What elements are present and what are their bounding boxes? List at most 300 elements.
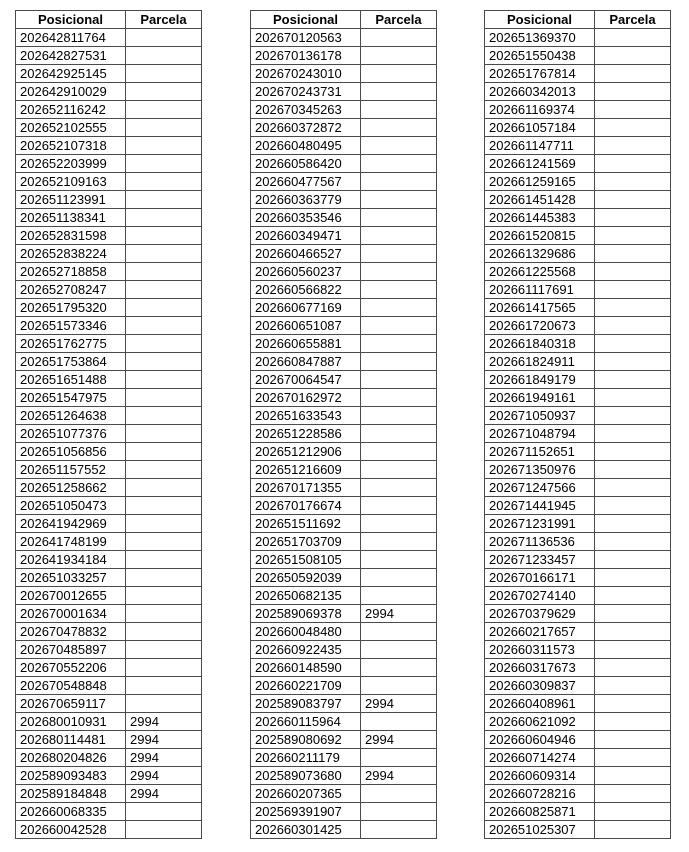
posicional-cell: 202660466527: [251, 245, 361, 263]
posicional-cell: 202589083797: [251, 695, 361, 713]
parcela-cell: [595, 497, 671, 515]
posicional-table-2: [250, 10, 437, 839]
table-body: [251, 29, 437, 839]
posicional-cell: 202651753864: [16, 353, 126, 371]
posicional-table-1: [15, 10, 202, 839]
posicional-cell: 202670243010: [251, 65, 361, 83]
table-row: [485, 551, 671, 569]
posicional-cell: 202660604946: [485, 731, 595, 749]
table-row: [16, 443, 202, 461]
parcela-cell: [361, 83, 437, 101]
posicional-cell: 202661445383: [485, 209, 595, 227]
posicional-cell: 202641942969: [16, 515, 126, 533]
table-row: [251, 821, 437, 839]
posicional-cell: 202660042528: [16, 821, 126, 839]
parcela-cell: [361, 479, 437, 497]
table-row: [251, 227, 437, 245]
table-row: [485, 299, 671, 317]
parcela-cell: [595, 659, 671, 677]
table-row: [16, 299, 202, 317]
table-row: [485, 749, 671, 767]
parcela-cell: [595, 623, 671, 641]
posicional-cell: 202660353546: [251, 209, 361, 227]
table-row: [251, 659, 437, 677]
parcela-cell: [595, 569, 671, 587]
parcela-cell: [595, 587, 671, 605]
column-header-posicional: Posicional: [251, 11, 361, 29]
table-row: [251, 335, 437, 353]
table-row: [485, 389, 671, 407]
table-row: [16, 155, 202, 173]
parcela-cell: [361, 641, 437, 659]
parcela-cell: [595, 767, 671, 785]
posicional-cell: 202642925145: [16, 65, 126, 83]
posicional-cell: 202660677169: [251, 299, 361, 317]
parcela-cell: [595, 461, 671, 479]
posicional-cell: 202652708247: [16, 281, 126, 299]
table-row: [251, 245, 437, 263]
posicional-cell: 202670120563: [251, 29, 361, 47]
posicional-cell: 202642827531: [16, 47, 126, 65]
posicional-cell: 202569391907: [251, 803, 361, 821]
table-row: [251, 371, 437, 389]
posicional-cell: 202642910029: [16, 83, 126, 101]
posicional-cell: 202651767814: [485, 65, 595, 83]
parcela-cell: [595, 83, 671, 101]
parcela-cell: [595, 137, 671, 155]
parcela-cell: [595, 713, 671, 731]
table-row: [16, 173, 202, 191]
table-row: [16, 317, 202, 335]
parcela-cell: [595, 821, 671, 839]
posicional-cell: 202670478832: [16, 623, 126, 641]
posicional-cell: 202661520815: [485, 227, 595, 245]
table-row: [251, 119, 437, 137]
table-row: [251, 641, 437, 659]
parcela-cell: [361, 587, 437, 605]
table-row: [251, 785, 437, 803]
table-body: [16, 29, 202, 839]
parcela-cell: [361, 443, 437, 461]
posicional-cell: 202660115964: [251, 713, 361, 731]
parcela-cell: [126, 695, 202, 713]
table-row: [251, 731, 437, 749]
table-row: [16, 425, 202, 443]
parcela-cell: [126, 623, 202, 641]
table-row: [485, 641, 671, 659]
posicional-cell: 202671152651: [485, 443, 595, 461]
table-row: [485, 443, 671, 461]
parcela-cell: [595, 677, 671, 695]
posicional-cell: 202660480495: [251, 137, 361, 155]
table-row: [251, 497, 437, 515]
posicional-cell: 202670064547: [251, 371, 361, 389]
parcela-cell: [126, 641, 202, 659]
table-row: [16, 65, 202, 83]
posicional-cell: 202660211179: [251, 749, 361, 767]
posicional-cell: 202651228586: [251, 425, 361, 443]
table-row: [251, 695, 437, 713]
table-row: [485, 767, 671, 785]
table-row: [16, 569, 202, 587]
parcela-cell: [361, 29, 437, 47]
column-header-parcela: Parcela: [361, 11, 437, 29]
parcela-cell: [361, 227, 437, 245]
posicional-cell: 202661840318: [485, 335, 595, 353]
parcela-cell: [126, 29, 202, 47]
posicional-cell: 202651573346: [16, 317, 126, 335]
posicional-cell: 202660728216: [485, 785, 595, 803]
table-row: [485, 677, 671, 695]
parcela-cell: [361, 515, 437, 533]
parcela-cell: [126, 191, 202, 209]
parcela-cell: [361, 245, 437, 263]
table-row: [16, 713, 202, 731]
parcela-cell: [595, 641, 671, 659]
posicional-cell: 202670162972: [251, 389, 361, 407]
table-row: [16, 515, 202, 533]
posicional-cell: 202651056856: [16, 443, 126, 461]
table-row: [485, 479, 671, 497]
table-row: [16, 371, 202, 389]
posicional-cell: 202670136178: [251, 47, 361, 65]
parcela-cell: [595, 335, 671, 353]
table-row: [16, 407, 202, 425]
table-row: [485, 155, 671, 173]
posicional-cell: 202661241569: [485, 155, 595, 173]
parcela-cell: [126, 299, 202, 317]
table-row: [16, 587, 202, 605]
parcela-cell: 2994: [126, 785, 202, 803]
posicional-cell: 202660825871: [485, 803, 595, 821]
posicional-cell: 202670274140: [485, 587, 595, 605]
posicional-cell: 202650592039: [251, 569, 361, 587]
posicional-cell: 202651050473: [16, 497, 126, 515]
posicional-cell: 202671441945: [485, 497, 595, 515]
posicional-cell: 202671247566: [485, 479, 595, 497]
parcela-cell: [595, 281, 671, 299]
posicional-cell: 202651651488: [16, 371, 126, 389]
parcela-cell: [126, 479, 202, 497]
parcela-cell: [361, 263, 437, 281]
table-row: [485, 713, 671, 731]
table-row: [485, 227, 671, 245]
parcela-cell: [361, 677, 437, 695]
parcela-cell: [361, 335, 437, 353]
posicional-cell: 202670379629: [485, 605, 595, 623]
parcela-cell: [126, 353, 202, 371]
parcela-cell: [126, 425, 202, 443]
parcela-cell: [126, 335, 202, 353]
posicional-cell: 202661949161: [485, 389, 595, 407]
parcela-cell: [126, 443, 202, 461]
table-row: [251, 191, 437, 209]
posicional-cell: 202670548848: [16, 677, 126, 695]
posicional-cell: 202660349471: [251, 227, 361, 245]
table-row: [251, 281, 437, 299]
posicional-cell: 202651547975: [16, 389, 126, 407]
parcela-cell: [595, 155, 671, 173]
table-row: [251, 623, 437, 641]
table-row: [485, 515, 671, 533]
posicional-cell: 202660068335: [16, 803, 126, 821]
posicional-cell: 202660148590: [251, 659, 361, 677]
table-row: [16, 209, 202, 227]
parcela-cell: [126, 155, 202, 173]
table-row: [251, 65, 437, 83]
parcela-cell: [126, 173, 202, 191]
table-row: [16, 101, 202, 119]
posicional-cell: 202651138341: [16, 209, 126, 227]
table-row: [251, 677, 437, 695]
posicional-cell: 202652718858: [16, 263, 126, 281]
posicional-cell: 202650682135: [251, 587, 361, 605]
posicional-cell: 202651511692: [251, 515, 361, 533]
posicional-cell: 202670243731: [251, 83, 361, 101]
table-row: [16, 281, 202, 299]
table-row: [251, 767, 437, 785]
posicional-cell: 202671050937: [485, 407, 595, 425]
parcela-cell: [126, 677, 202, 695]
parcela-cell: [126, 389, 202, 407]
parcela-cell: [361, 407, 437, 425]
table-row: [485, 785, 671, 803]
parcela-cell: [595, 371, 671, 389]
table-row: [16, 551, 202, 569]
table-row: [485, 695, 671, 713]
posicional-cell: 202660221709: [251, 677, 361, 695]
parcela-cell: [595, 173, 671, 191]
column-header-parcela: Parcela: [126, 11, 202, 29]
parcela-cell: [126, 137, 202, 155]
posicional-cell: 202670176674: [251, 497, 361, 515]
parcela-cell: [126, 821, 202, 839]
posicional-cell: 202651762775: [16, 335, 126, 353]
table-row: [251, 47, 437, 65]
table-row: [485, 83, 671, 101]
table-row: [251, 515, 437, 533]
table-row: [485, 263, 671, 281]
column-header-posicional: Posicional: [16, 11, 126, 29]
table-row: [16, 533, 202, 551]
parcela-cell: 2994: [361, 605, 437, 623]
table-row: [251, 425, 437, 443]
posicional-cell: 202660048480: [251, 623, 361, 641]
table-row: [485, 353, 671, 371]
table-row: [16, 641, 202, 659]
parcela-cell: [361, 281, 437, 299]
parcela-cell: 2994: [126, 731, 202, 749]
table-row: [251, 263, 437, 281]
parcela-cell: [126, 47, 202, 65]
parcela-cell: [595, 47, 671, 65]
posicional-cell: 202589184848: [16, 785, 126, 803]
table-row: [16, 227, 202, 245]
table-row: [16, 749, 202, 767]
table-row: [251, 533, 437, 551]
posicional-cell: 202671350976: [485, 461, 595, 479]
posicional-cell: 202670166171: [485, 569, 595, 587]
posicional-cell: 202661225568: [485, 263, 595, 281]
parcela-cell: [595, 785, 671, 803]
posicional-cell: 202661169374: [485, 101, 595, 119]
posicional-cell: 202680114481: [16, 731, 126, 749]
parcela-cell: [126, 209, 202, 227]
table-row: [485, 209, 671, 227]
parcela-cell: [595, 605, 671, 623]
header-row: [485, 11, 671, 29]
posicional-cell: 202661824911: [485, 353, 595, 371]
parcela-cell: [126, 263, 202, 281]
parcela-cell: [361, 569, 437, 587]
parcela-cell: [126, 803, 202, 821]
parcela-cell: [126, 551, 202, 569]
table-row: [16, 389, 202, 407]
table-row: [16, 623, 202, 641]
table-row: [485, 65, 671, 83]
table-row: [251, 605, 437, 623]
posicional-cell: 202651216609: [251, 461, 361, 479]
posicional-cell: 202652838224: [16, 245, 126, 263]
parcela-cell: [595, 209, 671, 227]
posicional-cell: 202660301425: [251, 821, 361, 839]
table-row: [16, 803, 202, 821]
table-row: [16, 605, 202, 623]
table-row: [16, 47, 202, 65]
table-row: [251, 353, 437, 371]
posicional-cell: 202660309837: [485, 677, 595, 695]
table-row: [16, 695, 202, 713]
parcela-cell: [126, 533, 202, 551]
posicional-cell: 202651212906: [251, 443, 361, 461]
parcela-cell: [595, 227, 671, 245]
parcela-cell: [361, 173, 437, 191]
table-row: [485, 425, 671, 443]
posicional-cell: 202670001634: [16, 605, 126, 623]
posicional-cell: 202680010931: [16, 713, 126, 731]
parcela-cell: [361, 461, 437, 479]
parcela-cell: [595, 101, 671, 119]
parcela-cell: [595, 803, 671, 821]
parcela-cell: [361, 785, 437, 803]
table-row: [251, 407, 437, 425]
table-row: [485, 29, 671, 47]
posicional-cell: 202641934184: [16, 551, 126, 569]
parcela-cell: [361, 533, 437, 551]
posicional-cell: 202652203999: [16, 155, 126, 173]
table-row: [251, 101, 437, 119]
parcela-cell: 2994: [126, 767, 202, 785]
table-row: [485, 803, 671, 821]
parcela-cell: [361, 299, 437, 317]
table-row: [251, 173, 437, 191]
posicional-cell: 202651633543: [251, 407, 361, 425]
parcela-cell: [595, 551, 671, 569]
table-row: [251, 137, 437, 155]
parcela-cell: [595, 731, 671, 749]
posicional-cell: 202652116242: [16, 101, 126, 119]
table-row: [16, 479, 202, 497]
table-row: [485, 191, 671, 209]
table-row: [485, 497, 671, 515]
posicional-cell: 202670659117: [16, 695, 126, 713]
table-row: [485, 533, 671, 551]
posicional-cell: 202651369370: [485, 29, 595, 47]
table-row: [251, 83, 437, 101]
posicional-table-3: [484, 10, 671, 839]
table-row: [251, 461, 437, 479]
header-row: [251, 11, 437, 29]
posicional-cell: 202652107318: [16, 137, 126, 155]
parcela-cell: [361, 713, 437, 731]
parcela-cell: [126, 461, 202, 479]
posicional-cell: 202652831598: [16, 227, 126, 245]
table-row: [16, 821, 202, 839]
parcela-cell: [595, 191, 671, 209]
parcela-cell: [595, 245, 671, 263]
posicional-cell: 202651077376: [16, 425, 126, 443]
table-row: [251, 569, 437, 587]
posicional-cell: 202660317673: [485, 659, 595, 677]
posicional-cell: 202660651087: [251, 317, 361, 335]
posicional-cell: 202660655881: [251, 335, 361, 353]
table-row: [16, 245, 202, 263]
posicional-cell: 202661057184: [485, 119, 595, 137]
parcela-cell: 2994: [361, 767, 437, 785]
table-row: [16, 731, 202, 749]
table-row: [251, 29, 437, 47]
posicional-cell: 202660342013: [485, 83, 595, 101]
table-row: [16, 353, 202, 371]
posicional-cell: 202671231991: [485, 515, 595, 533]
table-row: [251, 803, 437, 821]
table-row: [251, 587, 437, 605]
parcela-cell: [361, 119, 437, 137]
posicional-cell: 202670171355: [251, 479, 361, 497]
table-row: [16, 335, 202, 353]
parcela-cell: [595, 29, 671, 47]
table-row: [251, 479, 437, 497]
parcela-cell: [361, 497, 437, 515]
posicional-cell: 202651795320: [16, 299, 126, 317]
table-row: [485, 137, 671, 155]
posicional-cell: 202660477567: [251, 173, 361, 191]
posicional-cell: 202661849179: [485, 371, 595, 389]
parcela-cell: [361, 47, 437, 65]
table-row: [485, 659, 671, 677]
parcela-cell: [595, 425, 671, 443]
posicional-cell: 202660609314: [485, 767, 595, 785]
parcela-cell: [361, 65, 437, 83]
parcela-cell: [595, 353, 671, 371]
parcela-cell: [595, 263, 671, 281]
table-row: [251, 551, 437, 569]
posicional-cell: 202651258662: [16, 479, 126, 497]
parcela-cell: [595, 749, 671, 767]
parcela-cell: [126, 281, 202, 299]
table-row: [485, 47, 671, 65]
posicional-cell: 202589073680: [251, 767, 361, 785]
column-header-parcela: Parcela: [595, 11, 671, 29]
posicional-cell: 202652102555: [16, 119, 126, 137]
posicional-cell: 202641748199: [16, 533, 126, 551]
posicional-cell: 202660372872: [251, 119, 361, 137]
posicional-cell: 202660560237: [251, 263, 361, 281]
parcela-cell: [361, 209, 437, 227]
posicional-cell: 202651157552: [16, 461, 126, 479]
posicional-cell: 202661117691: [485, 281, 595, 299]
table-row: [16, 767, 202, 785]
